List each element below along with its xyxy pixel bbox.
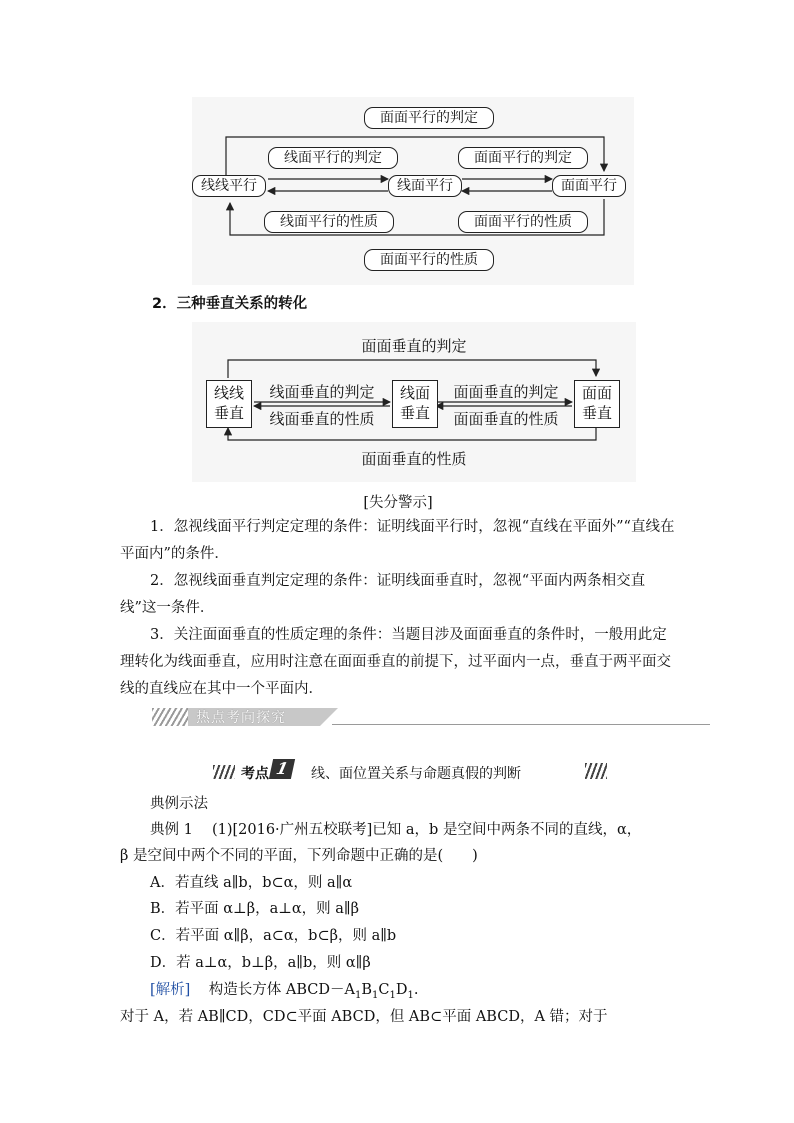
node-line-line-perp-line1: 线线 — [213, 384, 244, 402]
analysis-text: 构造长方体 ABCD－A — [208, 982, 355, 998]
analysis-sub-c: 1 — [389, 989, 396, 1001]
upper-left-label-box: 线面平行的判定 — [268, 147, 398, 169]
option-d: D．若 a⊥α，b⊥β，a∥b，则 α∥β — [150, 955, 371, 971]
bottom-label-box: 面面平行的性质 — [364, 249, 494, 271]
perp-left-upper-label: 线面垂直的判定 — [269, 383, 375, 401]
analysis-letter-c: C — [378, 982, 390, 998]
perp-left-lower-label: 线面垂直的性质 — [269, 410, 375, 428]
node-line-line-perp-line2: 垂直 — [213, 404, 244, 422]
analysis-line — [150, 980, 418, 1006]
analysis-spacer — [195, 982, 204, 998]
analysis-last-line: 对于 A，若 AB∥CD，CD⊂平面 ABCD，但 AB⊂平面 ABCD，A 错；对于 — [120, 1009, 608, 1025]
node-line-line-parallel: 线线平行 — [192, 175, 266, 197]
warning-item-2: 2．忽视线面垂直判定定理的条件：证明线面垂直时，忽视“平面内两条相交直线”这一条件． — [120, 573, 646, 616]
node-line-plane-parallel: 线面平行 — [388, 175, 462, 197]
upper-right-label-box: 面面平行的判定 — [458, 147, 588, 169]
perp-top-label: 面面垂直的判定 — [361, 337, 467, 355]
analysis-letter-d: D — [395, 982, 408, 998]
perpendicular-relations-diagram — [192, 322, 636, 482]
perp-right-upper-label: 面面垂直的判定 — [453, 383, 559, 401]
perp-right-lower-label: 面面垂直的性质 — [453, 410, 559, 428]
node-line-plane-perp-line1: 线面 — [399, 384, 430, 402]
example-line-1: 典例 1 (1)[2016·广州五校联考]已知 a，b 是空间中两条不同的直线，α， — [150, 822, 642, 838]
analysis-tag: [解析] — [150, 982, 191, 998]
banner-stripes — [152, 708, 188, 726]
warning-title: [失分警示] — [363, 495, 433, 511]
node-line-plane-perp — [392, 380, 438, 428]
kaodian-heading — [213, 759, 613, 785]
section-banner — [152, 706, 710, 726]
lower-left-label-box: 线面平行的性质 — [264, 211, 394, 233]
example-line-2: β 是空间中两个不同的平面，下列命题中正确的是( ) — [120, 848, 478, 864]
right-slash-decoration — [585, 763, 607, 779]
lower-right-label-box: 面面平行的性质 — [458, 211, 588, 233]
kaodian-label: 考点 — [241, 766, 269, 782]
analysis-letter-b: B — [361, 982, 372, 998]
section-2-title: 2．三种垂直关系的转化 — [152, 296, 308, 312]
warning-item-1: 1．忽视线面平行判定定理的条件：证明线面平行时，忽视“直线在平面外”“直线在平面内”的条件． — [120, 519, 675, 562]
top-label-box: 面面平行的判定 — [364, 107, 494, 129]
example-heading: 典例示法 — [150, 796, 208, 812]
warning-item-3: 3．关注面面垂直的性质定理的条件：当题目涉及面面垂直的条件时，一般用此定理转化为线面垂直，应用时注意在面面垂直的前提下，过平面内一点，垂直于两平面交线的直线应在其中一个平面内． — [120, 627, 671, 697]
analysis-sub-b: 1 — [372, 989, 379, 1001]
option-a: A．若直线 a∥b，b⊂α，则 a∥α — [150, 875, 353, 891]
perp-bottom-label: 面面垂直的性质 — [361, 450, 467, 468]
option-c: C．若平面 α∥β，a⊂α，b⊂β，则 a∥b — [150, 928, 397, 944]
kaodian-number-badge: 1 — [269, 759, 295, 779]
node-plane-plane-perp-line1: 面面 — [581, 384, 612, 402]
parallel-relations-diagram — [192, 97, 634, 285]
node-line-plane-perp-line2: 垂直 — [399, 404, 430, 422]
analysis-sub-d: 1 — [407, 989, 414, 1001]
analysis-end: . — [413, 982, 419, 998]
left-slash-decoration — [213, 765, 235, 779]
kaodian-title: 线、面位置关系与命题真假的判断 — [311, 766, 521, 782]
node-plane-plane-perp — [574, 380, 620, 428]
node-line-line-perp — [206, 380, 252, 428]
node-plane-plane-parallel: 面面平行 — [552, 175, 626, 197]
banner-label: 热点考向探究 — [196, 710, 286, 726]
option-b: B．若平面 α⊥β，a⊥α，则 a∥β — [150, 901, 359, 917]
banner-rule — [332, 724, 710, 725]
analysis-sub-a: 1 — [354, 989, 362, 1001]
node-plane-plane-perp-line2: 垂直 — [581, 404, 612, 422]
